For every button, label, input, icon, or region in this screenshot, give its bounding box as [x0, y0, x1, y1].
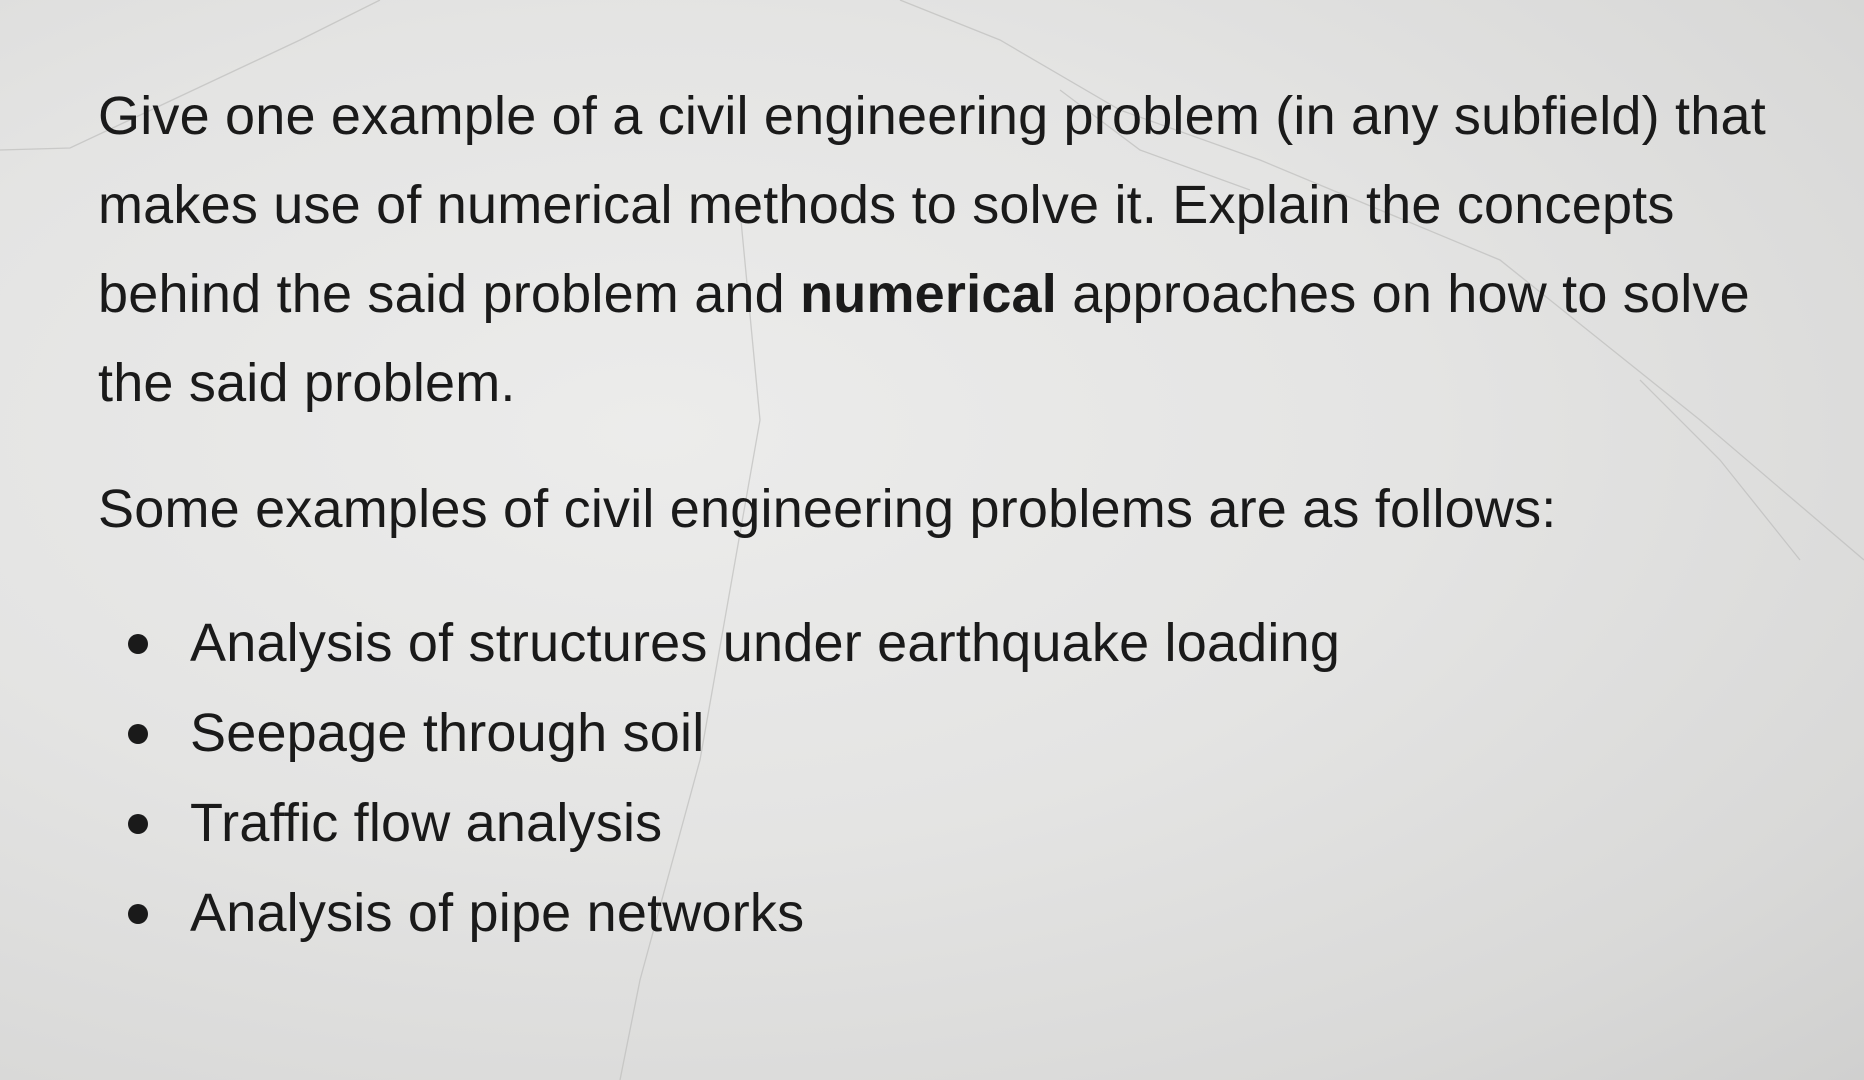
- bullet-icon: [128, 724, 148, 744]
- list-item-text: Analysis of structures under earthquake loading: [190, 613, 1341, 673]
- examples-list: [98, 598, 1798, 958]
- document-body: [98, 72, 1798, 958]
- question-text-start: Give one example of a civil engineering problem (in any subfield) that makes use of numerical methods to solve it. Explain the concepts behind the said problem and: [98, 86, 1766, 324]
- list-item: [98, 598, 1798, 688]
- list-item: [98, 688, 1798, 778]
- examples-intro: Some examples of civil engineering problems are as follows:: [98, 479, 1557, 539]
- bullet-icon: [128, 904, 148, 924]
- list-item: [98, 868, 1798, 958]
- list-item-text: Seepage through soil: [190, 703, 705, 763]
- question-bold-term: numerical: [800, 264, 1057, 324]
- list-item: [98, 778, 1798, 868]
- question-text-end: approaches on how to solve the said problem.: [98, 264, 1750, 413]
- question-paragraph: [98, 72, 1798, 428]
- bullet-icon: [128, 634, 148, 654]
- bullet-icon: [128, 814, 148, 834]
- list-item-text: Analysis of pipe networks: [190, 883, 805, 943]
- list-item-text: Traffic flow analysis: [190, 793, 663, 853]
